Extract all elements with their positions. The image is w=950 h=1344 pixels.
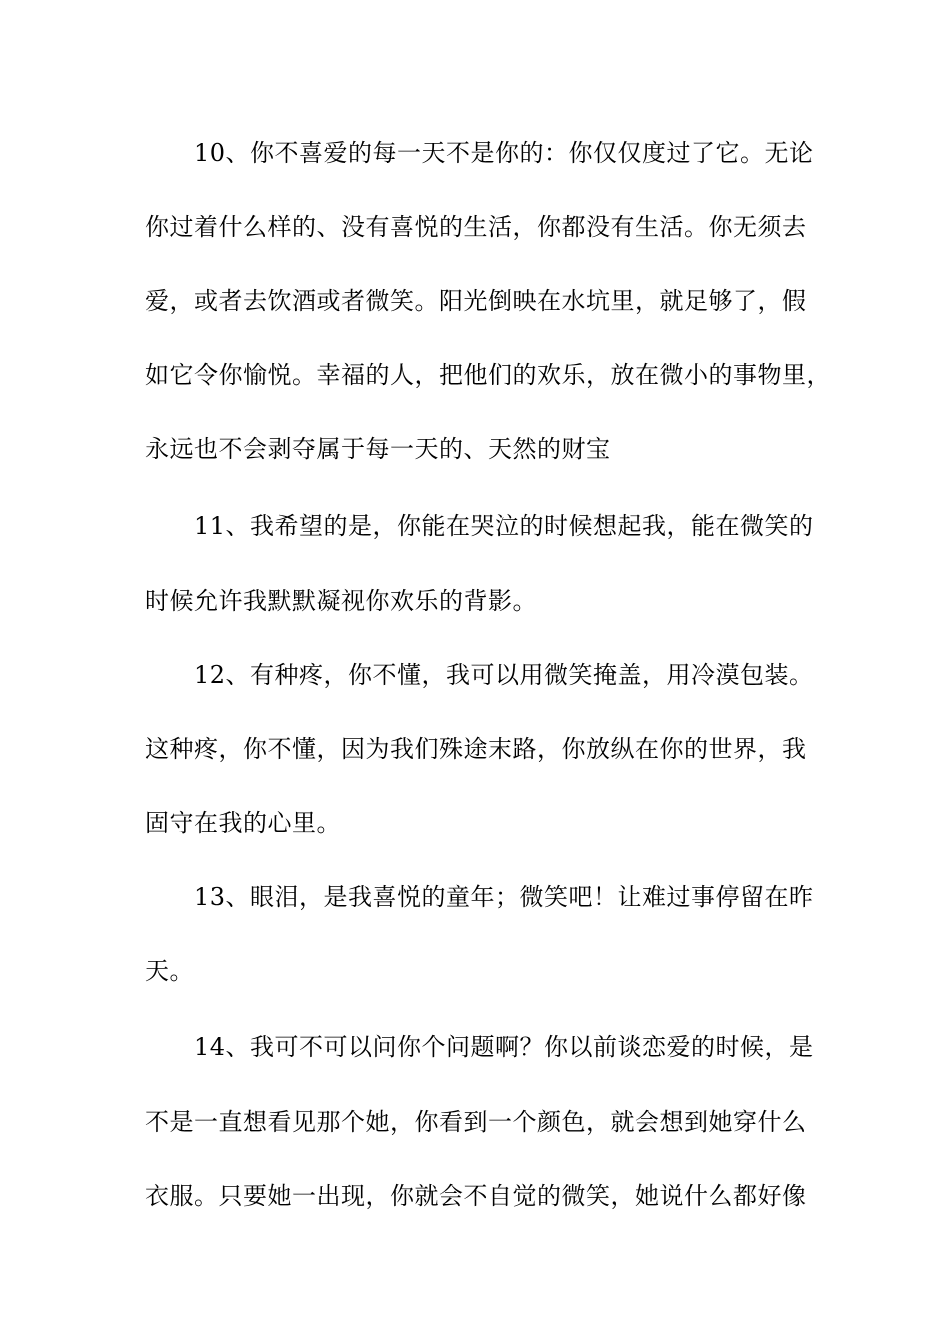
paragraph-10-line-4: 如它令你愉悦。幸福的人，把他们的欢乐，放在微小的事物里， (145, 361, 831, 389)
paragraph-14-line-2: 不是一直想看见那个她，你看到一个颜色，就会想到她穿什么 (145, 1108, 807, 1136)
paragraph-13-line-2: 天。 (145, 957, 194, 985)
paragraph-10-line-2: 你过着什么样的、没有喜悦的生活，你都没有生活。你无须去 (145, 213, 807, 241)
paragraph-10-line-1: 10、你不喜爱的每一天不是你的：你仅仅度过了它。无论 (194, 139, 814, 167)
paragraph-12-line-3: 固守在我的心里。 (145, 809, 341, 837)
paragraph-11-line-2: 时候允许我默默凝视你欢乐的背影。 (145, 587, 537, 615)
paragraph-11-line-1: 11、我希望的是，你能在哭泣的时候想起我，能在微笑的 (194, 512, 814, 540)
paragraph-10-line-5: 永远也不会剥夺属于每一天的、天然的财宝 (145, 435, 611, 463)
paragraph-13-line-1: 13、眼泪，是我喜悦的童年；微笑吧！让难过事停留在昨 (194, 883, 814, 911)
paragraph-14-line-3: 衣服。只要她一出现，你就会不自觉的微笑，她说什么都好像 (145, 1182, 807, 1210)
paragraph-14-line-1: 14、我可不可以问你个问题啊？你以前谈恋爱的时候，是 (194, 1033, 814, 1061)
paragraph-10-line-3: 爱，或者去饮酒或者微笑。阳光倒映在水坑里，就足够了，假 (145, 287, 807, 315)
paragraph-12-line-1: 12、有种疼，你不懂，我可以用微笑掩盖，用冷漠包装。 (194, 661, 814, 689)
paragraph-12-line-2: 这种疼，你不懂，因为我们殊途末路，你放纵在你的世界，我 (145, 735, 807, 763)
